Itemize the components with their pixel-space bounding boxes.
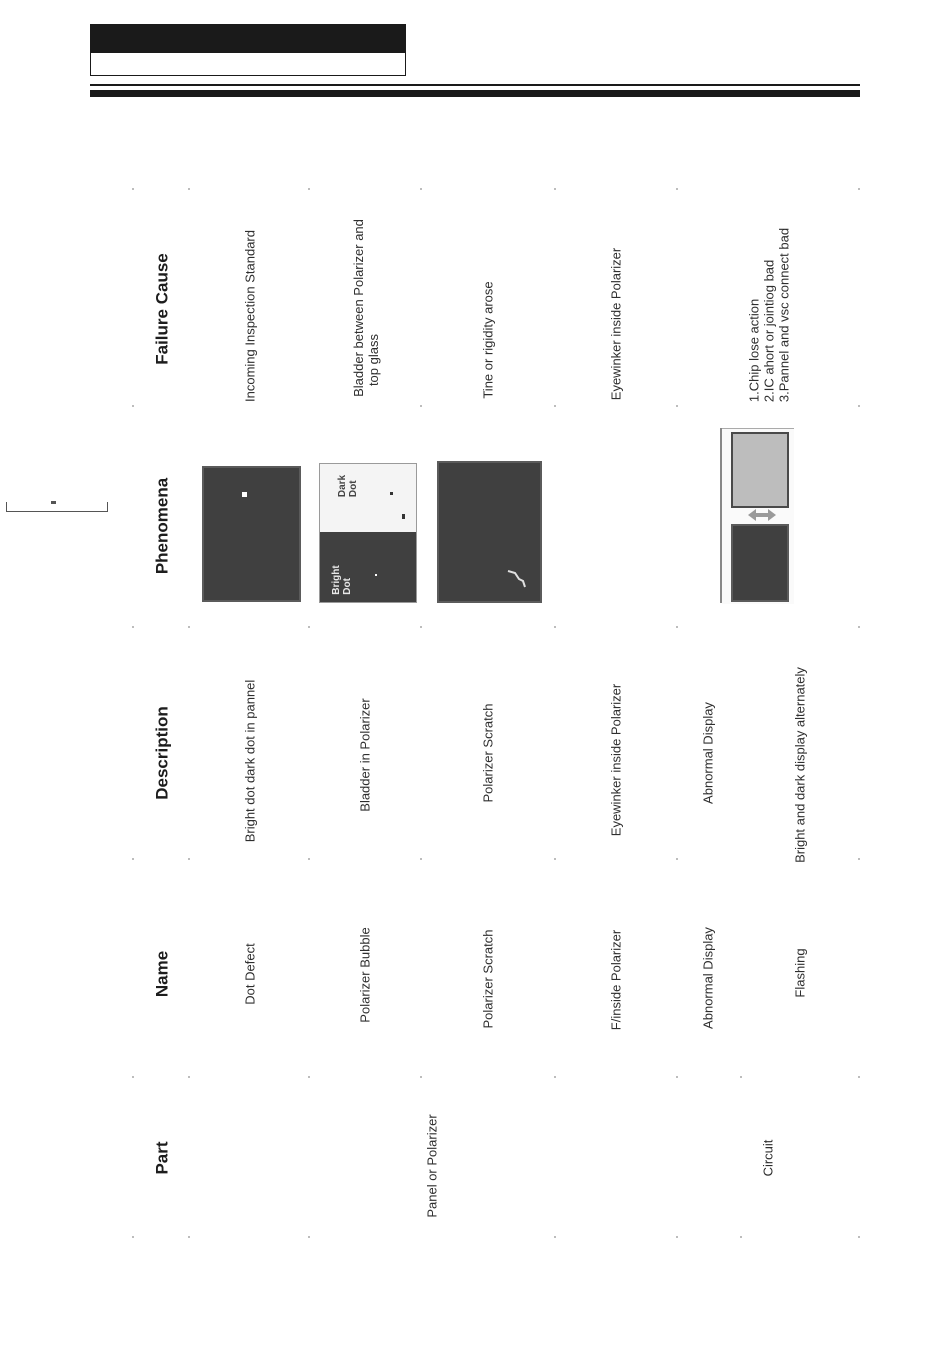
grid-mark [554, 1076, 556, 1078]
grid-mark [132, 626, 134, 628]
grid-mark [676, 858, 678, 860]
grid-mark [420, 1076, 422, 1078]
grid-mark [858, 1236, 860, 1238]
dot-defect-image [202, 466, 301, 602]
row2-description: Bladder in Polarizer [357, 698, 373, 812]
row3-name: Polarizer Scratch [480, 929, 496, 1029]
grid-mark [308, 1076, 310, 1078]
abnormal-light-panel [731, 432, 789, 508]
row6-name: Flashing [792, 948, 808, 998]
part-group-circuit: Circuit [760, 1139, 776, 1177]
side-bracket-mark [6, 502, 108, 512]
grid-mark [554, 188, 556, 190]
col-header-phenomena: Phenomena [152, 477, 172, 575]
row1-cause: Incoming Inspection Standard [242, 230, 258, 402]
header-subtitle-box [90, 52, 406, 76]
row3-cause: Tine or rigidity arose [480, 281, 496, 399]
grid-mark [308, 188, 310, 190]
grid-mark [308, 858, 310, 860]
dark-dot-marker-2 [402, 514, 405, 519]
grid-mark [554, 626, 556, 628]
row2-name: Polarizer Bubble [357, 927, 373, 1023]
header-title-bar [90, 24, 406, 52]
grid-mark [858, 405, 860, 407]
bright-dot-marker [242, 492, 247, 497]
row4-cause: Eyewinker inside Polarizer [608, 247, 624, 401]
grid-mark [676, 188, 678, 190]
grid-mark [740, 1236, 742, 1238]
grid-mark [740, 1076, 742, 1078]
row5-cause: 1.Chip lose action 2.IC ahort or jointiog bad 3.Pannel and vsc connect bad [746, 227, 792, 403]
row1-name: Dot Defect [242, 943, 258, 1005]
grid-mark [676, 1236, 678, 1238]
grid-mark [132, 858, 134, 860]
grid-mark [420, 188, 422, 190]
grid-mark [858, 188, 860, 190]
abnormal-dark-panel [731, 524, 789, 602]
row4-name: F/inside Polarizer [608, 929, 624, 1031]
scratch-mark-icon [505, 567, 529, 591]
col-header-part: Part [152, 1141, 172, 1175]
grid-mark [676, 626, 678, 628]
grid-mark [554, 405, 556, 407]
grid-mark [188, 858, 190, 860]
grid-mark [188, 626, 190, 628]
part-group-panel: Panel or Polarizer [424, 1114, 440, 1218]
grid-mark [676, 1076, 678, 1078]
grid-mark [188, 1236, 190, 1238]
dark-dot-label: Dark Dot [337, 474, 359, 498]
grid-mark [858, 1076, 860, 1078]
row2-cause: Bladder between Polarizer and top glass [351, 219, 381, 397]
header-rule-thick [90, 90, 860, 97]
header-rule-thin [90, 84, 860, 86]
grid-mark [858, 858, 860, 860]
row1-description: Bright dot dark dot in pannel [242, 679, 258, 843]
dark-dot-marker [390, 492, 393, 495]
col-header-failure-cause: Failure Cause [152, 253, 172, 365]
col-header-description: Description [152, 706, 172, 800]
col-header-name: Name [152, 950, 172, 998]
grid-mark [420, 858, 422, 860]
grid-mark [420, 405, 422, 407]
grid-mark [132, 405, 134, 407]
grid-mark [132, 188, 134, 190]
grid-mark [420, 626, 422, 628]
grid-mark [188, 188, 190, 190]
bright-dot-label: Bright Dot [331, 565, 353, 595]
grid-mark [132, 1236, 134, 1238]
grid-mark [188, 1076, 190, 1078]
grid-mark [554, 1236, 556, 1238]
scratch-image [437, 461, 542, 603]
row4-description: Eyewinker inside Polarizer [608, 683, 624, 837]
grid-mark [308, 1236, 310, 1238]
grid-mark [858, 626, 860, 628]
bright-dot-marker [375, 574, 377, 576]
grid-mark [554, 858, 556, 860]
row5-description: Abnormal Display [700, 702, 716, 804]
grid-mark [308, 626, 310, 628]
row6-description: Bright and dark display alternately [792, 667, 808, 863]
row5-name: Abnormal Display [700, 927, 716, 1029]
alternate-arrow-icon [748, 507, 776, 523]
row3-description: Polarizer Scratch [480, 703, 496, 803]
grid-mark [676, 405, 678, 407]
side-bracket-pip [51, 501, 56, 504]
grid-mark [132, 1076, 134, 1078]
